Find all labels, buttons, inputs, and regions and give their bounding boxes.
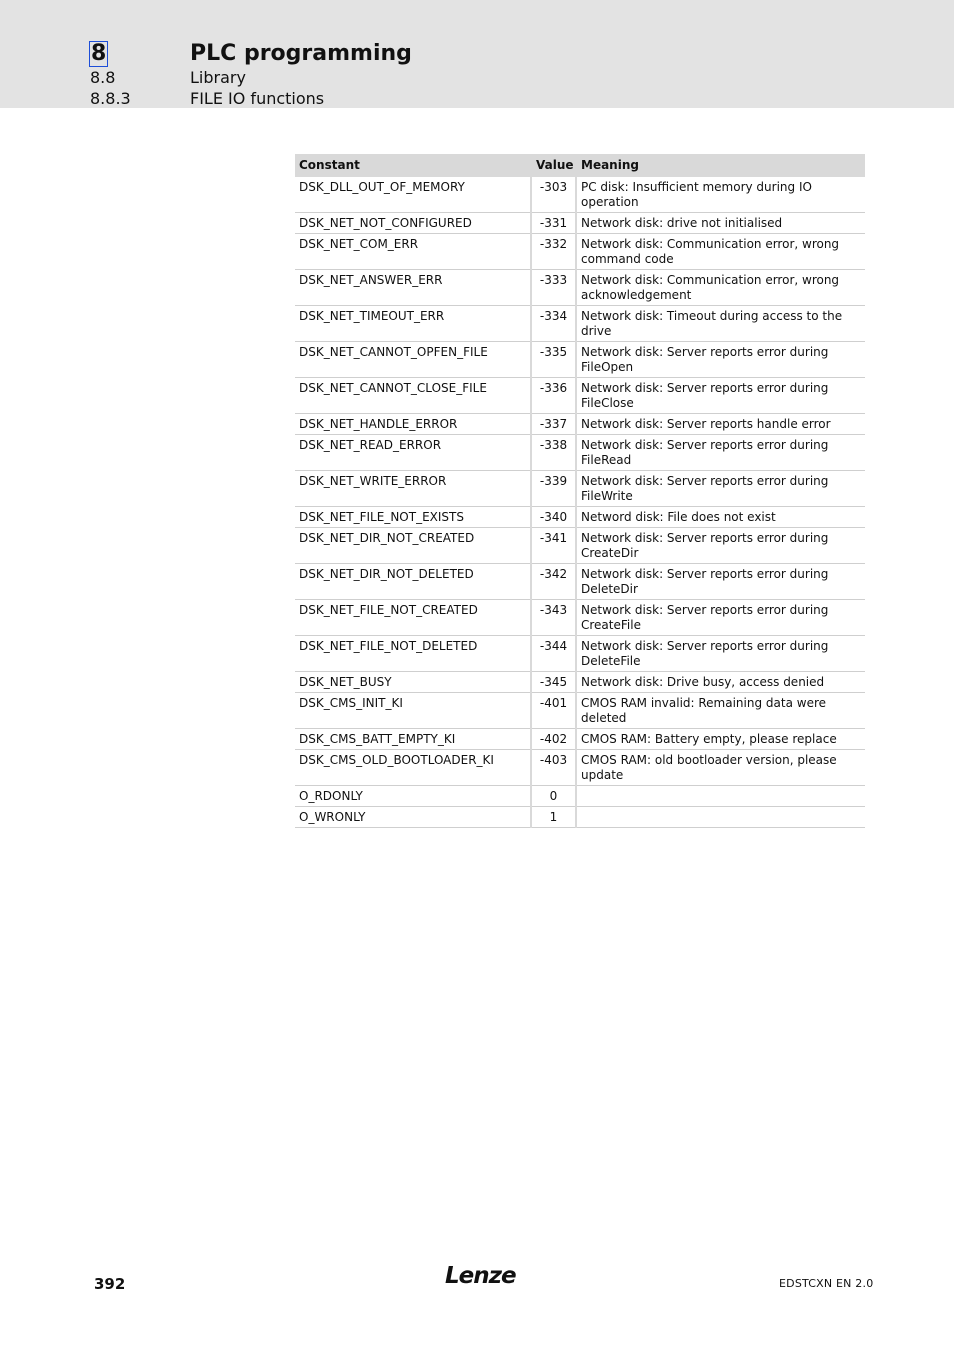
table-row	[295, 378, 865, 414]
cell-value: -403	[531, 750, 576, 786]
header-band	[0, 0, 954, 108]
cell-constant: DSK_NET_CANNOT_CLOSE_FILE	[295, 378, 531, 414]
table-row	[295, 807, 865, 828]
table-row	[295, 636, 865, 672]
constants-table-container	[295, 154, 865, 828]
table-row	[295, 729, 865, 750]
brand-logo: Lenze	[445, 1263, 516, 1289]
cell-meaning: Network disk: Server reports error during DeleteDir	[576, 564, 865, 600]
cell-value: -339	[531, 471, 576, 507]
section-title: Library	[190, 68, 246, 87]
cell-value: -343	[531, 600, 576, 636]
cell-value: -334	[531, 306, 576, 342]
table-row	[295, 471, 865, 507]
cell-value: -342	[531, 564, 576, 600]
table-row	[295, 786, 865, 807]
cell-constant: DSK_NET_FILE_NOT_DELETED	[295, 636, 531, 672]
table-row	[295, 234, 865, 270]
cell-constant: DSK_NET_TIMEOUT_ERR	[295, 306, 531, 342]
cell-value: -338	[531, 435, 576, 471]
table-row	[295, 693, 865, 729]
cell-value: -344	[531, 636, 576, 672]
cell-value: -331	[531, 213, 576, 234]
cell-meaning: Network disk: Timeout during access to the drive	[576, 306, 865, 342]
cell-meaning: Network disk: Server reports handle error	[576, 414, 865, 435]
cell-meaning	[576, 786, 865, 807]
table-header-row	[295, 154, 865, 177]
cell-constant: DSK_NET_WRITE_ERROR	[295, 471, 531, 507]
cell-meaning: Network disk: Server reports error during CreateDir	[576, 528, 865, 564]
section-number: 8.8	[90, 68, 116, 87]
table-row	[295, 564, 865, 600]
cell-meaning: PC disk: Insufficient memory during IO operation	[576, 177, 865, 213]
cell-value: 1	[531, 807, 576, 828]
cell-constant: O_WRONLY	[295, 807, 531, 828]
cell-constant: DSK_NET_DIR_NOT_CREATED	[295, 528, 531, 564]
cell-value: -401	[531, 693, 576, 729]
table-row	[295, 342, 865, 378]
table-row	[295, 750, 865, 786]
cell-meaning: CMOS RAM invalid: Remaining data were deleted	[576, 693, 865, 729]
cell-constant: DSK_CMS_INIT_KI	[295, 693, 531, 729]
table-body	[295, 177, 865, 828]
chapter-title: PLC programming	[190, 41, 412, 66]
cell-constant: DSK_NET_FILE_NOT_EXISTS	[295, 507, 531, 528]
cell-constant: DSK_CMS_OLD_BOOTLOADER_KI	[295, 750, 531, 786]
cell-constant: DSK_NET_BUSY	[295, 672, 531, 693]
cell-constant: DSK_NET_ANSWER_ERR	[295, 270, 531, 306]
constants-table	[295, 154, 865, 828]
cell-meaning: Network disk: Server reports error during FileRead	[576, 435, 865, 471]
table-row	[295, 270, 865, 306]
subsection-title: FILE IO functions	[190, 89, 325, 108]
document-id: EDSTCXN EN 2.0	[779, 1277, 874, 1290]
table-row	[295, 528, 865, 564]
cell-value: -303	[531, 177, 576, 213]
cell-constant: DSK_NET_NOT_CONFIGURED	[295, 213, 531, 234]
cell-meaning: Network disk: Server reports error during CreateFile	[576, 600, 865, 636]
cell-meaning: Network disk: Drive busy, access denied	[576, 672, 865, 693]
cell-value: -332	[531, 234, 576, 270]
cell-meaning: CMOS RAM: old bootloader version, please update	[576, 750, 865, 786]
cell-value: -335	[531, 342, 576, 378]
cell-constant: DSK_NET_READ_ERROR	[295, 435, 531, 471]
cell-meaning: Network disk: Server reports error during FileOpen	[576, 342, 865, 378]
table-row	[295, 177, 865, 213]
cell-value: -345	[531, 672, 576, 693]
cell-meaning: Network disk: Communication error, wrong command code	[576, 234, 865, 270]
cell-constant: DSK_NET_HANDLE_ERROR	[295, 414, 531, 435]
table-row	[295, 600, 865, 636]
cell-meaning	[576, 807, 865, 828]
cell-meaning: Netword disk: File does not exist	[576, 507, 865, 528]
cell-meaning: Network disk: Server reports error during FileClose	[576, 378, 865, 414]
cell-constant: DSK_CMS_BATT_EMPTY_KI	[295, 729, 531, 750]
cell-constant: DSK_NET_CANNOT_OPFEN_FILE	[295, 342, 531, 378]
cell-constant: O_RDONLY	[295, 786, 531, 807]
table-row	[295, 414, 865, 435]
column-header-value: Value	[531, 154, 576, 177]
cell-constant: DSK_NET_FILE_NOT_CREATED	[295, 600, 531, 636]
cell-value: -341	[531, 528, 576, 564]
cell-meaning: Network disk: Server reports error during DeleteFile	[576, 636, 865, 672]
cell-value: -402	[531, 729, 576, 750]
page-number: 392	[94, 1275, 126, 1293]
cell-value: 0	[531, 786, 576, 807]
cell-constant: DSK_DLL_OUT_OF_MEMORY	[295, 177, 531, 213]
cell-constant: DSK_NET_DIR_NOT_DELETED	[295, 564, 531, 600]
cell-meaning: Network disk: Communication error, wrong acknowledgement	[576, 270, 865, 306]
table-row	[295, 435, 865, 471]
table-row	[295, 672, 865, 693]
cell-meaning: Network disk: drive not initialised	[576, 213, 865, 234]
table-row	[295, 507, 865, 528]
cell-value: -340	[531, 507, 576, 528]
cell-value: -333	[531, 270, 576, 306]
table-row	[295, 306, 865, 342]
chapter-number-link[interactable]: 8	[91, 41, 107, 66]
column-header-meaning: Meaning	[576, 154, 865, 177]
cell-value: -336	[531, 378, 576, 414]
cell-value: -337	[531, 414, 576, 435]
cell-meaning: CMOS RAM: Battery empty, please replace	[576, 729, 865, 750]
table-row	[295, 213, 865, 234]
subsection-number: 8.8.3	[90, 89, 131, 108]
column-header-constant: Constant	[295, 154, 531, 177]
cell-meaning: Network disk: Server reports error during FileWrite	[576, 471, 865, 507]
cell-constant: DSK_NET_COM_ERR	[295, 234, 531, 270]
